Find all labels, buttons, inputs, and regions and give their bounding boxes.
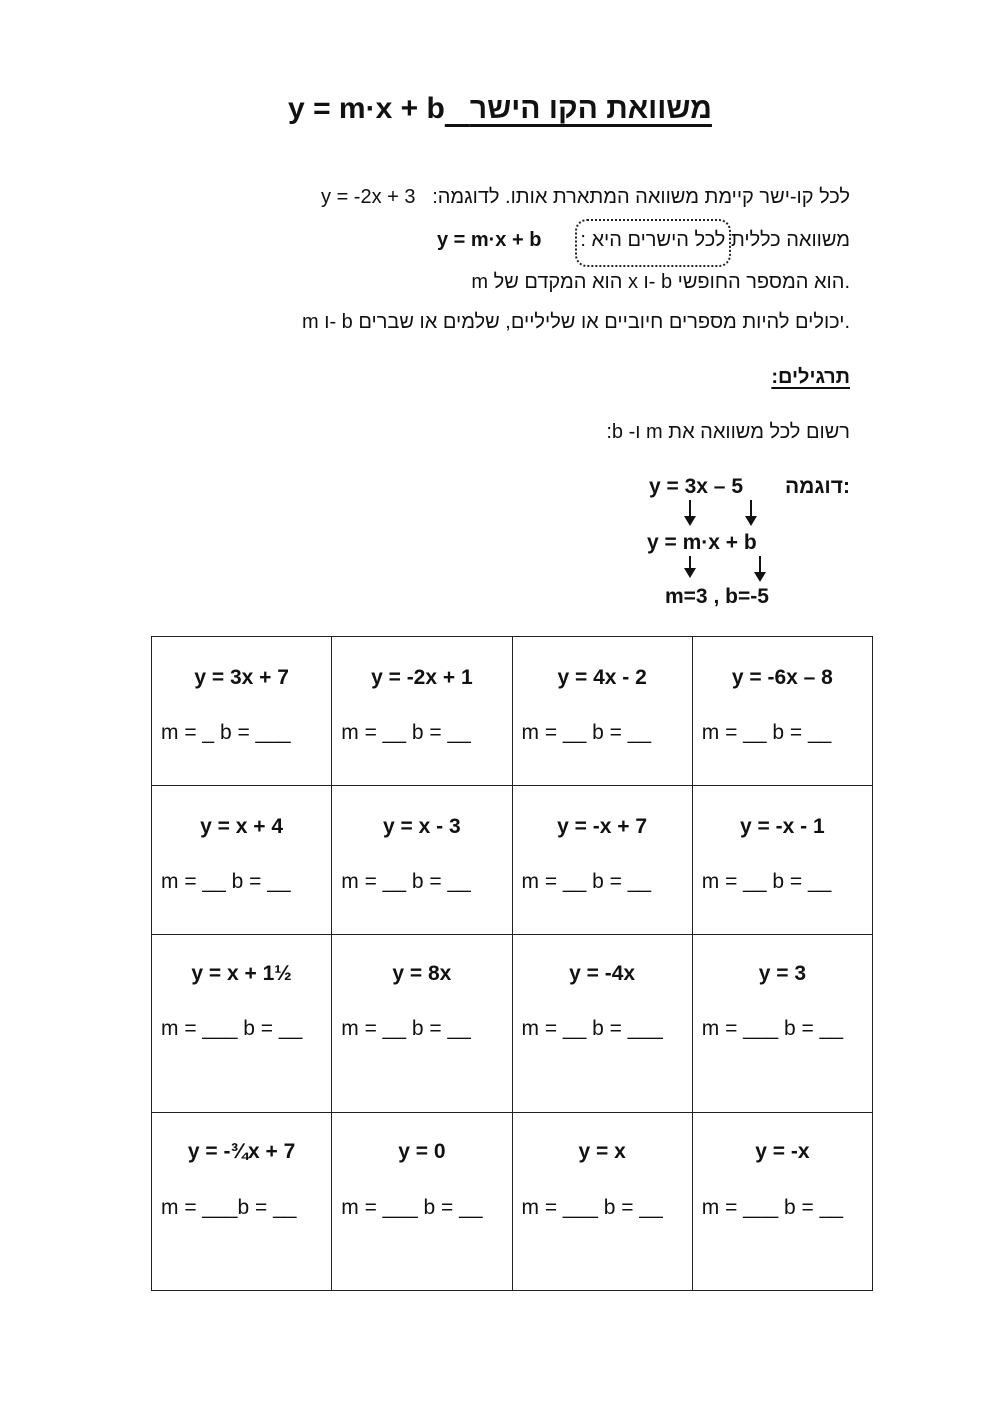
intro-line-3: m הוא המקדם של x ו- b הוא המספר החופשי. — [471, 271, 850, 293]
grid-cell — [332, 1113, 512, 1291]
grid-cell — [152, 637, 332, 786]
answer-blanks[interactable]: m = __ b = __ — [341, 721, 471, 744]
exercises-heading: תרגילים: — [771, 366, 850, 388]
intro-line-2-text: משוואה כללית לכל הישרים היא : — [580, 229, 850, 251]
equation: y = -4x — [569, 962, 636, 985]
equation: y = -6x – 8 — [731, 666, 833, 689]
equation: y = x + 1½ — [191, 962, 292, 985]
answer-blanks[interactable]: m = __ b = __ — [701, 870, 832, 893]
exercise-grid — [151, 636, 873, 1291]
page-title — [0, 92, 1000, 126]
title-formula: y = m·x + b — [288, 92, 445, 125]
grid-cell — [692, 637, 872, 786]
grid-cell — [512, 637, 692, 786]
grid-row — [152, 935, 873, 1113]
equation: y = x + 4 — [200, 815, 284, 838]
intro-line-1 — [321, 186, 850, 209]
intro-example-equation: y = -2x + 3 — [321, 186, 416, 208]
grid-row — [152, 637, 873, 786]
answer-blanks[interactable]: m = ___ b = __ — [161, 1017, 303, 1040]
grid-row — [152, 786, 873, 935]
grid-row — [152, 1113, 873, 1291]
example-result: m=3 , b=-5 — [665, 585, 769, 608]
equation: y = -2x + 1 — [371, 666, 473, 689]
grid-cell — [512, 1113, 692, 1291]
answer-blanks[interactable]: m = __ b = __ — [341, 870, 471, 893]
grid-cell — [332, 786, 512, 935]
intro-line-2 — [437, 229, 850, 252]
equation: y = 3 — [758, 962, 807, 985]
grid-cell — [332, 935, 512, 1113]
equation: y = 0 — [398, 1140, 446, 1163]
grid-cell — [152, 935, 332, 1113]
equation: y = -x + 7 — [557, 815, 648, 838]
title-hebrew: משוואת הקו הישר — [469, 92, 712, 125]
answer-blanks[interactable]: m = ___ b = __ — [341, 1196, 483, 1219]
answer-blanks[interactable]: m = ___ b = __ — [701, 1196, 844, 1219]
grid-cell — [512, 786, 692, 935]
answer-blanks[interactable]: m = __ b = ___ — [521, 1017, 663, 1040]
answer-blanks[interactable]: m = ___b = __ — [161, 1196, 297, 1219]
grid-cell — [692, 1113, 872, 1291]
equation: y = 4x - 2 — [557, 666, 647, 689]
grid-cell — [152, 786, 332, 935]
answer-blanks[interactable]: m = __ b = __ — [341, 1017, 471, 1040]
intro-line-1-text: לכל קו-ישר קיימת משוואה המתארת אותו. לדוגמה: — [432, 186, 850, 208]
grid-cell — [692, 786, 872, 935]
equation: y = x - 3 — [383, 815, 461, 838]
answer-blanks[interactable]: m = __ b = __ — [521, 870, 652, 893]
equation: y = 8x — [392, 962, 452, 985]
example-label: דוגמה: — [784, 475, 850, 498]
grid-cell — [152, 1113, 332, 1291]
instruction: רשום לכל משוואה את m ו- b: — [606, 421, 850, 443]
equation: y = -x - 1 — [740, 815, 825, 838]
answer-blanks[interactable]: m = ___ b = __ — [701, 1017, 844, 1040]
equation: y = -¾x + 7 — [187, 1140, 296, 1163]
grid-cell — [512, 935, 692, 1113]
general-formula: y = m·x + b — [436, 229, 542, 251]
equation: y = -x — [755, 1140, 810, 1163]
answer-blanks[interactable]: m = _ b = ___ — [161, 721, 291, 744]
equation: y = x — [578, 1140, 626, 1163]
answer-blanks[interactable]: m = __ b = __ — [161, 870, 291, 893]
intro-line-4: m ו- b יכולים להיות מספרים חיוביים או שליליים, שלמים או שברים. — [302, 311, 850, 333]
answer-blanks[interactable]: m = ___ b = __ — [521, 1196, 663, 1219]
grid-cell — [332, 637, 512, 786]
example-equation: y = 3x – 5 — [649, 475, 743, 498]
example-general-formula: y = m·x + b — [647, 531, 757, 554]
grid-cell — [692, 935, 872, 1113]
answer-blanks[interactable]: m = __ b = __ — [701, 721, 832, 744]
equation: y = 3x + 7 — [194, 666, 289, 689]
answer-blanks[interactable]: m = __ b = __ — [521, 721, 652, 744]
